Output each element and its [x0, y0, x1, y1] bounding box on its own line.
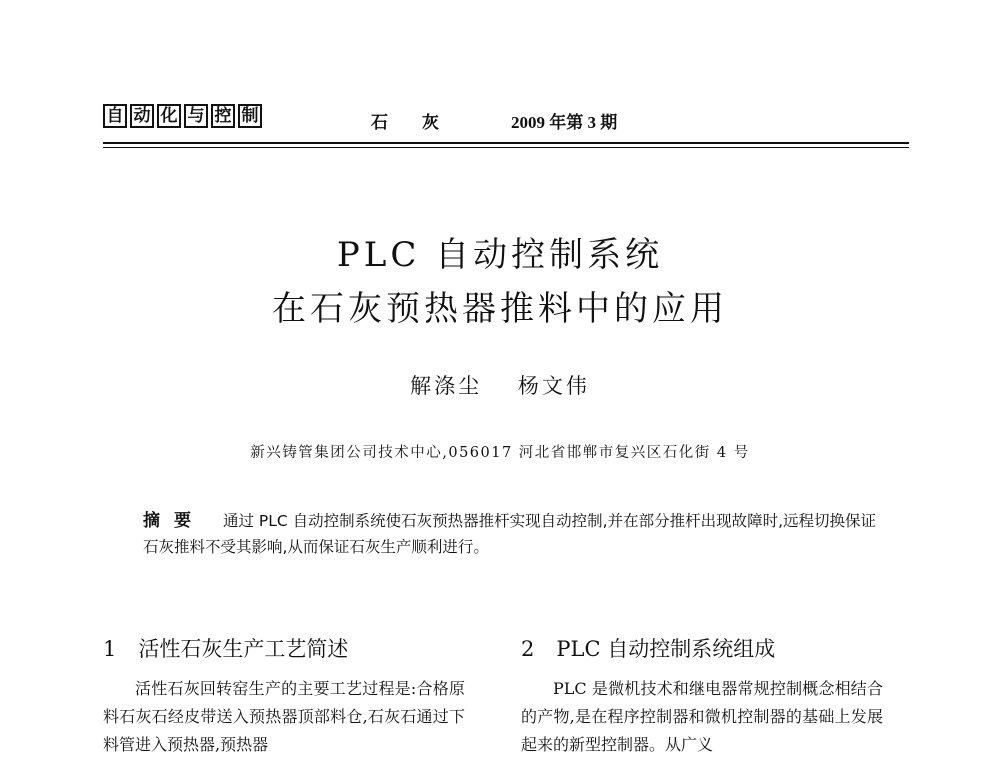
section-heading	[521, 633, 775, 663]
title-line-1: PLC 自动控制系统	[336, 235, 664, 275]
section-body: 活性石灰回转窑生产的主要工艺过程是:合格原料石灰石经皮带送入预热器顶部料仓,石灰石通过下料管进入预热器,预热器	[103, 679, 465, 754]
section-heading	[103, 633, 348, 663]
authors	[0, 370, 1000, 400]
abstract-text: 通过 PLC 自动控制系统使石灰预热器推杆实现自动控制,并在部分推杆出现故障时,远程切换保证石灰推料不受其影响,从而保证石灰生产顺利进行。	[143, 512, 877, 556]
abstract-label: 摘要	[143, 511, 205, 531]
affiliation: 新兴铸管集团公司技术中心,056017 河北省邯郸市复兴区石化街 4 号	[250, 445, 750, 461]
running-header	[103, 104, 909, 152]
column-tag	[103, 104, 262, 128]
column-tag-char: 与	[184, 104, 208, 128]
column-tag-char: 化	[157, 104, 181, 128]
section-number: 2	[521, 637, 535, 661]
author-name: 杨文伟	[517, 374, 590, 398]
column-tag-char: 自	[103, 104, 127, 128]
section-title: PLC 自动控制系统组成	[556, 637, 776, 661]
issue-number: 2009 年第 3 期	[511, 113, 618, 132]
section-number: 1	[103, 637, 117, 661]
paper-title	[0, 228, 1000, 336]
column-tag-char: 制	[238, 104, 262, 128]
section-title: 活性石灰生产工艺简述	[138, 637, 349, 661]
section-body: PLC 是微机技术和继电器常规控制概念相结合的产物,是在程序控制器和微机控制器的基础上发展起来的新型控制器。从广义	[521, 679, 883, 754]
header-rule-thin	[103, 147, 909, 148]
author-name: 解涤尘	[410, 374, 483, 398]
column-tag-char: 动	[130, 104, 154, 128]
column-tag-char: 控	[211, 104, 235, 128]
abstract	[143, 508, 878, 560]
header-rule-thick	[103, 142, 909, 144]
title-line-2: 在石灰预热器推料中的应用	[272, 289, 728, 329]
journal-name: 石 灰	[371, 113, 453, 133]
